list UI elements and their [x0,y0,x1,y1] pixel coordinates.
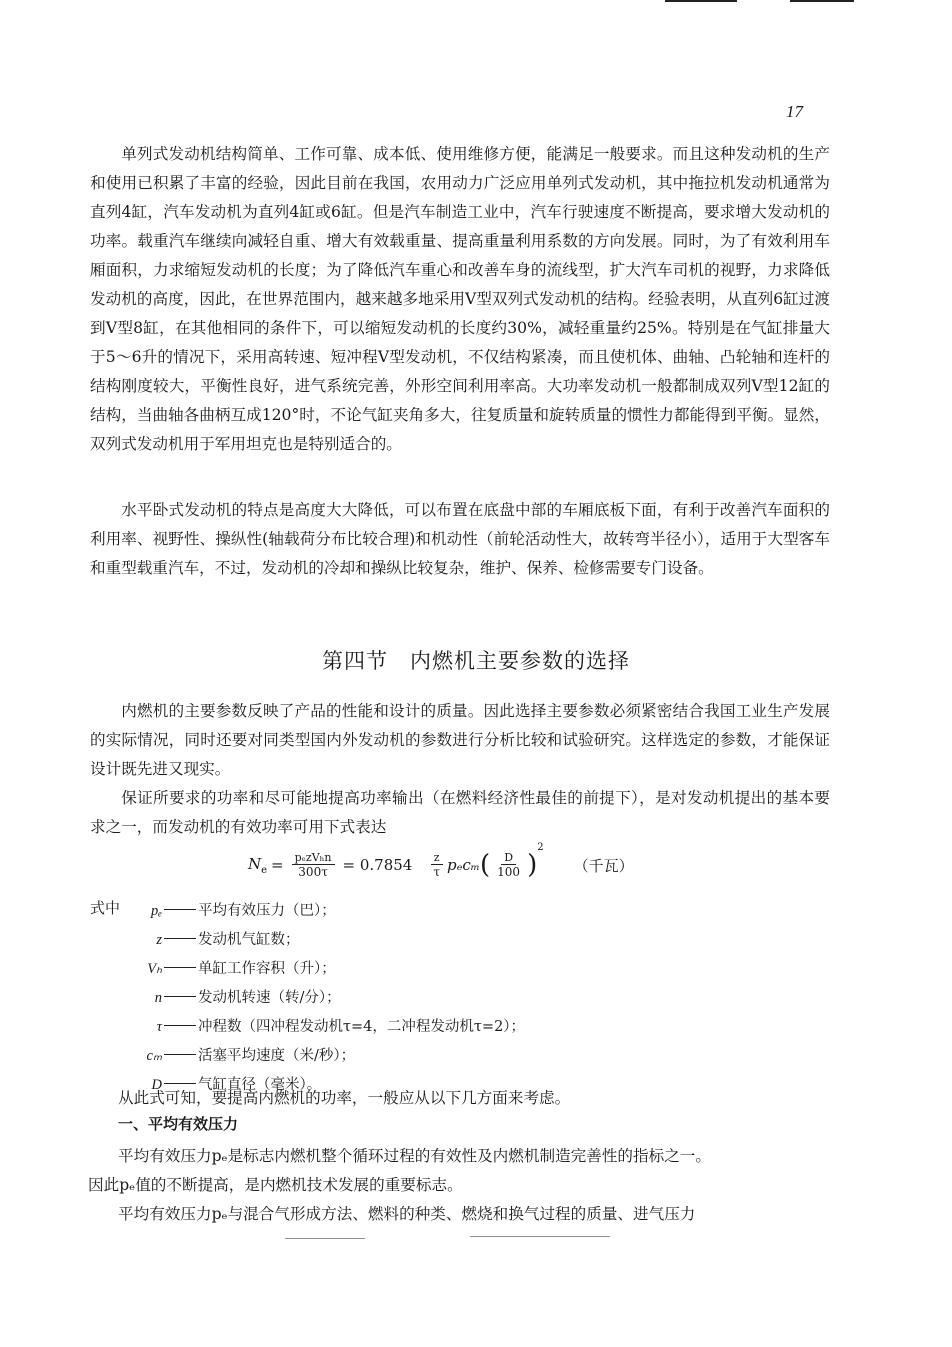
formula-fraction-1 [292,851,335,879]
legend-dash [164,967,196,968]
paragraph-engine-layout: 单列式发动机结构简单、工作可靠、成本低、使用维修方便，能满足一般要求。而且这种发动机的生产和使用已积累了丰富的经验，因此目前在我国，农用动力广泛应用单列式发动机，其中拖拉机发动机通常为直列4缸，汽车发动机为直列4缸或6缸。但是汽车制造工业中，汽车行驶速度不断提高，要求增大发动机的功率。载重汽车继续向减轻自重、增大有效载重量、提高重量利用系数的方向发展。同时，为了有效利用车厢面积，力求缩短发动机的长度；为了降低汽车重心和改善车身的流线型，扩大汽车司机的视野，力求降低发动机的高度，因此，在世界范围内，越来越多地采用V型双列式发动机的结构。经验表明，从直列6缸过渡到V型8缸，在其他相同的条件下，可以缩短发动机的长度约30%，减轻重量约25%。特别是在气缸排量大于5～6升的情况下，采用高转速、短冲程V型发动机，不仅结构紧凑，而且使机体、曲轴、凸轮轴和连杆的结构刚度较大，平衡性良好，进气系统完善，外形空间利用率高。大功率发动机一般都制成双列V型12缸的结构，当曲轴各曲柄互成120°时，不论气缸夹角多大，往复质量和旋转质量的惯性力都能得到平衡。显然，双列式发动机用于军用坦克也是特别适合的。 [90,145,830,453]
legend-intro: 式中 [90,899,121,917]
symbol-legend [130,897,525,1100]
legend-text: 发动机气缸数； [198,932,300,948]
legend-text: 单缸工作容积（升）； [198,961,336,977]
fraction-1-numerator: pₑzVₕn [292,851,335,865]
paragraph-horizontal-engine: 水平卧式发动机的特点是高度大大降低，可以布置在底盘中部的车厢底板下面，有利于改善汽车面积的利用率、视野性、操纵性(轴载荷分布比较合理)和机动性（前轮活动性大，故转弯半径小），适用于大型客车和重型载重汽车，不过，发动机的冷却和操纵比较复杂，维护、保养、检修需要专门设备。 [90,501,830,577]
legend-row [130,955,525,984]
formula-middle-terms: pₑcₘ [446,856,480,874]
formula-fraction-2 [430,851,443,879]
legend-text: 发动机转速（转/分）； [198,990,341,1006]
legend-symbol: τ [156,1019,162,1035]
legend-row [130,984,525,1013]
paragraph-mep-factors: 平均有效压力pₑ与混合气形成方法、燃料的种类、燃烧和换气过程的质量、进气压力 [118,1205,696,1223]
fraction-2-denominator: τ [433,865,440,879]
legend-symbol: pₑ [150,903,162,919]
legend-text: 冲程数（四冲程发动机τ=4，二冲程发动机τ=2）； [198,1019,526,1035]
legend-text: 平均有效压力（巴）； [198,903,336,919]
page-number: 17 [786,102,803,121]
paragraph-power-requirement: 保证所要求的功率和尽可能地提高功率输出（在燃料经济性最佳的前提下），是对发动机提出的基本要求之一，而发动机的有效功率可用下式表达 [90,789,830,836]
paragraph-mep-definition: 平均有效压力pₑ是标志内燃机整个循环过程的有效性及内燃机制造完善性的指标之一。 [118,1147,711,1165]
fraction-3-denominator: 100 [497,865,521,879]
fraction-3-numerator: D [501,851,516,865]
paragraph-after-legend: 从此式可知，要提高内燃机的功率，一般应从以下几方面来考虑。 [118,1089,571,1107]
legend-symbol: D [151,1077,162,1093]
legend-dash [164,938,196,939]
formula-unit: （千瓦） [573,856,634,875]
legend-dash [164,909,196,910]
right-paren: ) [527,850,538,880]
formula-equals: = [271,856,284,874]
paragraph-main-parameters: 内燃机的主要参数反映了产品的性能和设计的质量。因此选择主要参数必须紧密结合我国工业生产发展的实际情况，同时还要对同类型国内外发动机的参数进行分析比较和试验研究。这样选定的参数，才能保证设计既先进又现实。 [90,702,830,778]
scan-smudge [470,1236,610,1237]
legend-dash [164,1025,196,1026]
scan-line-top-left [665,0,737,2]
fraction-1-denominator: 300τ [298,865,328,879]
legend-row [130,897,525,926]
scan-line-top-right [790,0,854,2]
power-formula [248,842,634,888]
left-paren: ( [480,850,491,880]
legend-dash [164,1054,196,1055]
legend-row [130,1042,525,1071]
subsection-heading: 一、平均有效压力 [118,1115,239,1133]
formula-exponent: 2 [537,842,544,853]
formula-fraction-3 [494,851,523,879]
legend-row [130,926,525,955]
section-title: 第四节 内燃机主要参数的选择 [322,649,630,673]
scan-smudge [285,1238,365,1239]
legend-symbol: Vₕ [147,961,162,977]
legend-symbol: z [156,932,162,948]
formula-constant: = 0.7854 [342,856,413,874]
legend-symbol: cₘ [146,1048,162,1064]
legend-row [130,1013,525,1042]
formula-lhs: $N_e$ [248,854,268,876]
legend-text: 气缸直径（毫米）。 [198,1077,322,1093]
fraction-2-numerator: z [431,851,443,865]
legend-dash [164,996,196,997]
legend-symbol: n [154,990,162,1006]
legend-text: 活塞平均速度（米/秒）； [198,1048,356,1064]
paragraph-mep-significance: 因此pₑ值的不断提高，是内燃机技术发展的重要标志。 [88,1176,463,1194]
